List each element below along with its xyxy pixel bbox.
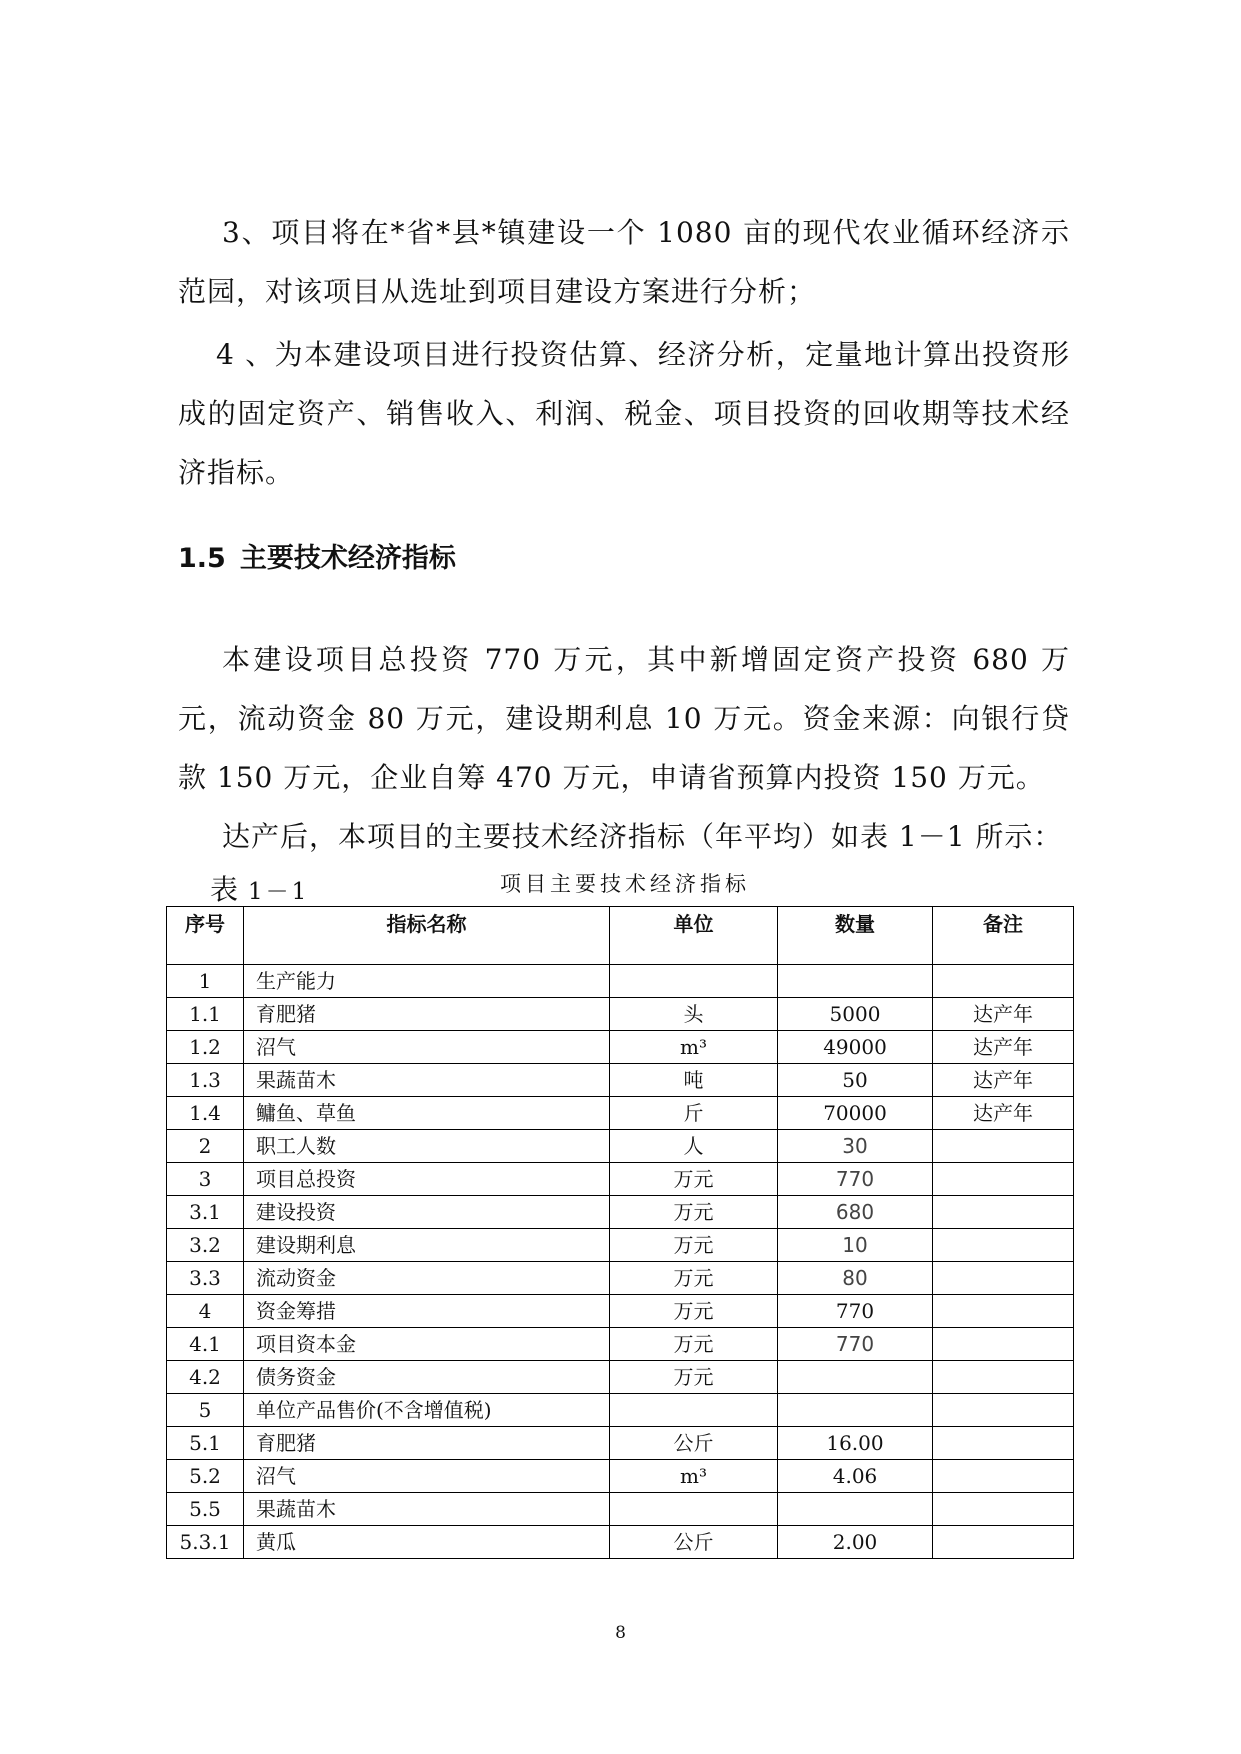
cell-name: 建设期利息 (244, 1229, 610, 1262)
cell-qty: 30 (778, 1130, 933, 1163)
cell-note (933, 1328, 1074, 1361)
cell-qty: 770 (778, 1163, 933, 1196)
cell-qty: 4.06 (778, 1460, 933, 1493)
table-label-prefix: 表 (210, 873, 239, 906)
cell-qty: 770 (778, 1295, 933, 1328)
table-row (167, 965, 1074, 998)
cell-unit (610, 1493, 778, 1526)
section-title: 主要技术经济指标 (239, 543, 456, 574)
cell-unit: 万元 (610, 1295, 778, 1328)
cell-note (933, 1361, 1074, 1394)
table-row (167, 1427, 1074, 1460)
cell-no: 1.3 (167, 1064, 244, 1097)
cell-note (933, 1394, 1074, 1427)
cell-unit: 万元 (610, 1361, 778, 1394)
cell-note (933, 1460, 1074, 1493)
cell-no: 5.2 (167, 1460, 244, 1493)
table-row (167, 1526, 1074, 1559)
cell-unit (610, 965, 778, 998)
cell-name: 生产能力 (244, 965, 610, 998)
table-row (167, 998, 1074, 1031)
table-row (167, 1460, 1074, 1493)
table-body (167, 965, 1074, 1559)
cell-no: 3.3 (167, 1262, 244, 1295)
cell-note (933, 1130, 1074, 1163)
cell-note: 达产年 (933, 1031, 1074, 1064)
table-row (167, 1031, 1074, 1064)
cell-qty (778, 1493, 933, 1526)
cell-name: 鳙鱼、草鱼 (244, 1097, 610, 1130)
cell-note (933, 965, 1074, 998)
cell-no: 3 (167, 1163, 244, 1196)
cell-no: 1 (167, 965, 244, 998)
paragraph-item-4: 4 、为本建设项目进行投资估算、经济分析，定量地计算出投资形成的固定资产、销售收入、利润、税金、项目投资的回收期等技术经济指标。 (178, 338, 1070, 489)
cell-unit: 万元 (610, 1262, 778, 1295)
cell-qty: 2.00 (778, 1526, 933, 1559)
cell-note (933, 1526, 1074, 1559)
cell-qty (778, 1361, 933, 1394)
header-qty: 数量 (778, 907, 933, 965)
table-row (167, 1196, 1074, 1229)
cell-qty: 770 (778, 1328, 933, 1361)
cell-unit: 万元 (610, 1196, 778, 1229)
table-row (167, 1064, 1074, 1097)
cell-qty: 5000 (778, 998, 933, 1031)
cell-unit (610, 1394, 778, 1427)
cell-no: 5.5 (167, 1493, 244, 1526)
cell-qty (778, 1394, 933, 1427)
cell-qty: 70000 (778, 1097, 933, 1130)
cell-name: 育肥猪 (244, 998, 610, 1031)
cell-no: 1.4 (167, 1097, 244, 1130)
table-header-row (167, 907, 1074, 965)
table-row (167, 1262, 1074, 1295)
table-row (167, 1229, 1074, 1262)
table-row (167, 1361, 1074, 1394)
cell-unit: 万元 (610, 1229, 778, 1262)
cell-name: 沼气 (244, 1460, 610, 1493)
table-row (167, 1493, 1074, 1526)
cell-qty: 50 (778, 1064, 933, 1097)
paragraph-item-3: 3、项目将在*省*县*镇建设一个 1080 亩的现代农业循环经济示范园，对该项目从选址到项目建设方案进行分析； (178, 216, 1070, 308)
cell-unit: 公斤 (610, 1526, 778, 1559)
cell-name: 沼气 (244, 1031, 610, 1064)
header-note: 备注 (933, 907, 1074, 965)
table-title: 项目主要技术经济指标 (500, 872, 750, 896)
page-number: 8 (615, 1623, 626, 1643)
cell-name: 果蔬苗木 (244, 1064, 610, 1097)
header-unit: 单位 (610, 907, 778, 965)
cell-no: 2 (167, 1130, 244, 1163)
cell-unit: 吨 (610, 1064, 778, 1097)
indicators-table (166, 906, 1074, 1559)
cell-no: 1.1 (167, 998, 244, 1031)
cell-no: 4.2 (167, 1361, 244, 1394)
cell-note (933, 1196, 1074, 1229)
cell-no: 3.1 (167, 1196, 244, 1229)
cell-no: 5 (167, 1394, 244, 1427)
cell-name: 资金筹措 (244, 1295, 610, 1328)
cell-note: 达产年 (933, 1097, 1074, 1130)
cell-unit: 万元 (610, 1328, 778, 1361)
cell-note (933, 1163, 1074, 1196)
section-number: 1.5 (178, 543, 226, 574)
cell-name: 建设投资 (244, 1196, 610, 1229)
table-row (167, 1163, 1074, 1196)
cell-unit: 万元 (610, 1163, 778, 1196)
cell-no: 5.1 (167, 1427, 244, 1460)
cell-note (933, 1229, 1074, 1262)
cell-qty: 80 (778, 1262, 933, 1295)
cell-no: 3.2 (167, 1229, 244, 1262)
table-row (167, 1130, 1074, 1163)
cell-name: 流动资金 (244, 1262, 610, 1295)
paragraph-table-intro: 达产后，本项目的主要技术经济指标（年平均）如表 1－1 所示： (222, 820, 1063, 853)
cell-name: 单位产品售价(不含增值税) (244, 1394, 610, 1427)
cell-name: 债务资金 (244, 1361, 610, 1394)
cell-no: 1.2 (167, 1031, 244, 1064)
cell-note (933, 1262, 1074, 1295)
cell-qty (778, 965, 933, 998)
cell-name: 育肥猪 (244, 1427, 610, 1460)
cell-note (933, 1295, 1074, 1328)
table-row (167, 1394, 1074, 1427)
cell-note: 达产年 (933, 1064, 1074, 1097)
header-no: 序号 (167, 907, 244, 965)
cell-unit: 头 (610, 998, 778, 1031)
table-row (167, 1328, 1074, 1361)
cell-qty: 16.00 (778, 1427, 933, 1460)
cell-unit: m³ (610, 1031, 778, 1064)
table-label-number: 1－1 (248, 879, 310, 905)
cell-name: 项目总投资 (244, 1163, 610, 1196)
cell-note: 达产年 (933, 998, 1074, 1031)
cell-name: 职工人数 (244, 1130, 610, 1163)
paragraph-investment: 本建设项目总投资 770 万元，其中新增固定资产投资 680 万元，流动资金 80 万元，建设期利息 10 万元。资金来源：向银行贷款 150 万元，企业自筹 470 万元，申请省预算内投资 150 万元。 (178, 643, 1070, 794)
cell-qty: 49000 (778, 1031, 933, 1064)
cell-no: 5.3.1 (167, 1526, 244, 1559)
cell-unit: 人 (610, 1130, 778, 1163)
section-heading (178, 536, 470, 575)
table-label (210, 868, 309, 908)
cell-note (933, 1427, 1074, 1460)
table-row (167, 1295, 1074, 1328)
cell-unit: 公斤 (610, 1427, 778, 1460)
cell-name: 果蔬苗木 (244, 1493, 610, 1526)
cell-unit: m³ (610, 1460, 778, 1493)
cell-unit: 斤 (610, 1097, 778, 1130)
cell-name: 项目资本金 (244, 1328, 610, 1361)
cell-note (933, 1493, 1074, 1526)
header-name: 指标名称 (244, 907, 610, 965)
cell-name: 黄瓜 (244, 1526, 610, 1559)
cell-qty: 680 (778, 1196, 933, 1229)
table-row (167, 1097, 1074, 1130)
cell-no: 4 (167, 1295, 244, 1328)
cell-no: 4.1 (167, 1328, 244, 1361)
cell-qty: 10 (778, 1229, 933, 1262)
